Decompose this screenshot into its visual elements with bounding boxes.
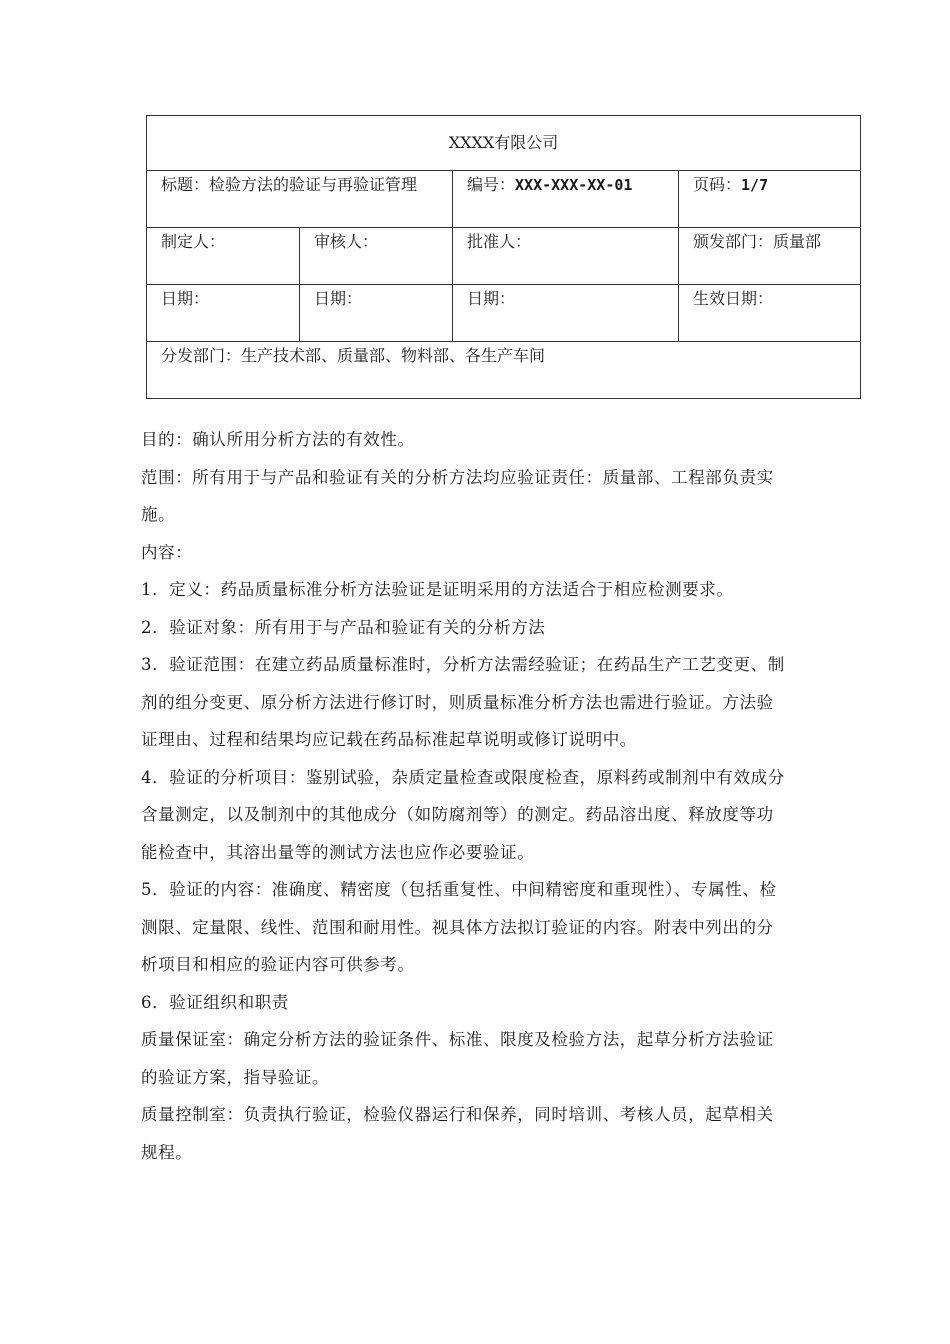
qa-line-1: 质量保证室：确定分析方法的验证条件、标准、限度及检验方法，起草分析方法验证 [141,1030,774,1049]
qc-line-2: 规程。 [141,1142,193,1162]
page-value: 1/7 [741,176,769,194]
title-value: 检验方法的验证与再验证管理 [209,175,418,194]
title-label: 标题： [161,175,210,194]
qa-line-2: 的验证方案，指导验证。 [141,1067,330,1087]
issuing-dept-cell: 颁发部门：质量部 [679,228,861,285]
item-4-line-1: 4．验证的分析项目：鉴别试验，杂质定量检查或限度检查，原料药或制剂中有效成分 [141,767,785,787]
item-3-line-3: 证理由、过程和结果均应记载在药品标准起草说明或修订说明中。 [141,730,637,749]
item-4-line-3: 能检查中，其溶出量等的测试方法也应作必要验证。 [141,842,535,862]
document-header-table [146,115,861,399]
page-cell [679,171,861,228]
item-5-line-2: 测限、定量限、线性、范围和耐用性。视具体方法拟订验证的内容。附表中列出的分 [141,917,774,937]
item-4-line-2: 含量测定，以及制剂中的其他成分（如防腐剂等）的测定。药品溶出度、释放度等功 [141,805,774,824]
scope-line-1: 范围：所有用于与产品和验证有关的分析方法均应验证责任：质量部、工程部负责实 [141,467,774,487]
effective-date-cell: 生效日期： [679,285,861,342]
number-value: XXX-XXX-XX-01 [515,176,633,194]
date-cell-2: 日期： [300,285,453,342]
purpose-line: 目的：确认所用分析方法的有效性。 [141,430,415,449]
date-cell-3: 日期： [453,285,679,342]
title-cell [147,171,453,228]
page-label: 页码： [693,175,742,194]
distribution-cell: 分发部门：生产技术部、质量部、物料部、各生产车间 [147,342,861,399]
drafter-cell: 制定人： [147,228,300,285]
item-5-line-3: 析项目和相应的验证内容可供参考。 [141,955,415,974]
document-body [141,421,861,1171]
qc-line-1: 质量控制室：负责执行验证，检验仪器运行和保养，同时培训、考核人员，起草相关 [141,1105,774,1124]
item-6: 6．验证组织和职责 [141,992,289,1012]
reviewer-cell: 审核人： [300,228,453,285]
number-cell [453,171,679,228]
item-3-line-1: 3．验证范围：在建立药品质量标准时，分析方法需经验证；在药品生产工艺变更、制 [141,655,785,674]
approver-cell: 批准人： [453,228,679,285]
item-3-line-2: 剂的组分变更、原分析方法进行修订时，则质量标准分析方法也需进行验证。方法验 [141,692,774,712]
item-5-line-1: 5．验证的内容：准确度、精密度（包括重复性、中间精密度和重现性）、专属性、检 [141,880,777,899]
scope-line-2: 施。 [141,505,176,524]
item-1: 1．定义：药品质量标准分析方法验证是证明采用的方法适合于相应检测要求。 [141,580,734,599]
item-2: 2．验证对象：所有用于与产品和验证有关的分析方法 [141,617,546,637]
content-label: 内容： [141,542,193,562]
company-name: XXXX有限公司 [147,116,861,171]
number-label: 编号： [467,175,516,194]
date-cell-1: 日期： [147,285,300,342]
